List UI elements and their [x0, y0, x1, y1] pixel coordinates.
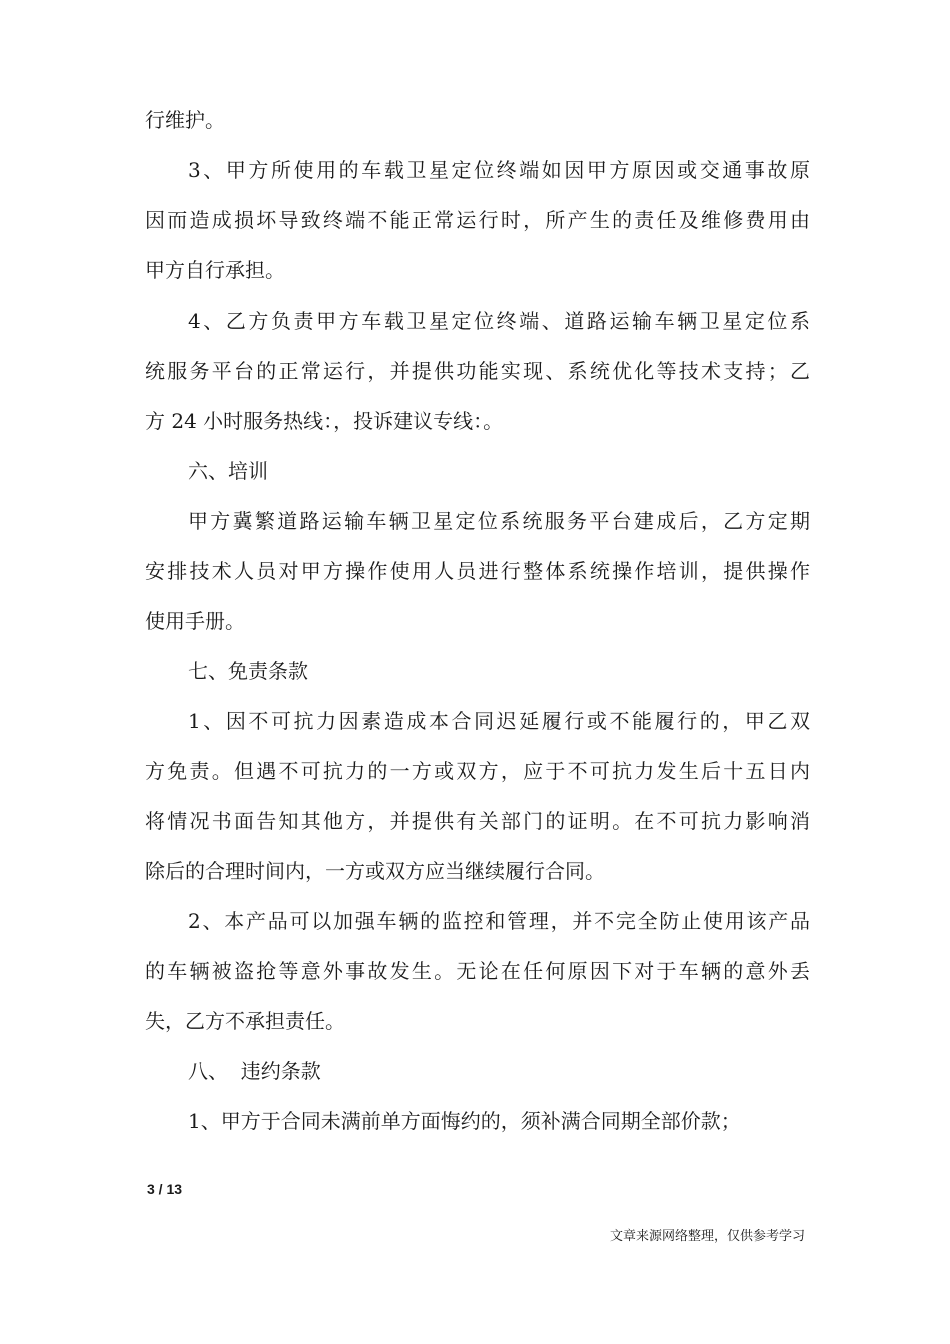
- text-line: 1、因不可抗力因素造成本合同迟延履行或不能履行的，甲乙双: [188, 709, 810, 733]
- text-line: 的车辆被盗抢等意外事故发生。无论在任何原因下对于车辆的意外丢: [145, 959, 810, 983]
- text-line: 方 24 小时服务热线：，投诉建议专线：。: [145, 409, 504, 433]
- text-line: 方免责。但遇不可抗力的一方或双方，应于不可抗力发生后十五日内: [145, 759, 810, 783]
- text-line: 1、甲方于合同未满前单方面悔约的，须补满合同期全部价款；: [188, 1109, 741, 1133]
- section-heading: 八、 违约条款: [188, 1059, 321, 1083]
- text-line: 甲方自行承担。: [145, 258, 285, 282]
- section-heading: 七、免责条款: [188, 659, 308, 683]
- text-line: 使用手册。: [145, 609, 245, 633]
- text-line: 行维护。: [145, 108, 225, 132]
- text-line: 因而造成损坏导致终端不能正常运行时，所产生的责任及维修费用由: [145, 208, 810, 232]
- footer-note: 文章来源网络整理，仅供参考学习: [609, 1229, 805, 1244]
- section-heading: 六、培训: [188, 459, 268, 483]
- text-line: 安排技术人员对甲方操作使用人员进行整体系统操作培训，提供操作: [145, 559, 810, 583]
- text-line: 甲方冀繁道路运输车辆卫星定位系统服务平台建成后，乙方定期: [188, 509, 810, 533]
- page-number: 3 / 13: [147, 1181, 183, 1197]
- text-line: 2、本产品可以加强车辆的监控和管理，并不完全防止使用该产品: [188, 909, 810, 933]
- text-line: 除后的合理时间内，一方或双方应当继续履行合同。: [145, 859, 605, 883]
- text-line: 统服务平台的正常运行，并提供功能实现、系统优化等技术支持；乙: [145, 359, 810, 383]
- text-line: 3、甲方所使用的车载卫星定位终端如因甲方原因或交通事故原: [188, 158, 810, 182]
- text-line: 将情况书面告知其他方，并提供有关部门的证明。在不可抗力影响消: [145, 809, 810, 833]
- text-line: 4、乙方负责甲方车载卫星定位终端、道路运输车辆卫星定位系: [188, 309, 810, 333]
- text-line: 失，乙方不承担责任。: [145, 1009, 345, 1033]
